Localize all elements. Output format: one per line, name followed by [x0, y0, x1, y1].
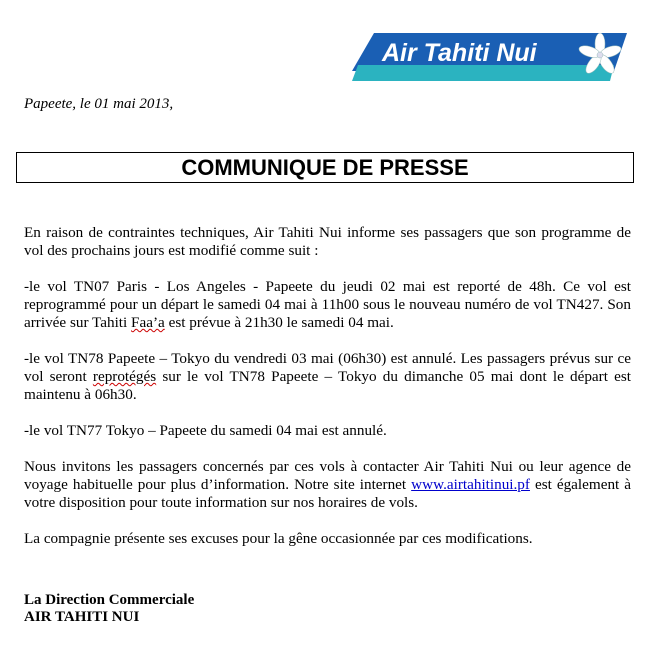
- press-body: [24, 224, 631, 566]
- signature-company: AIR TAHITI NUI: [24, 609, 140, 625]
- paragraph-contact: [24, 458, 631, 512]
- text: Faa’a: [131, 314, 165, 331]
- text: Nous invitons les passagers concernés par ces vols à contacter Air Tahiti Nui ou leur agence de voyage habituelle pour plus d’information. Notre site internet: [24, 458, 631, 493]
- signature-department: La Direction Commerciale: [24, 592, 195, 608]
- page-title: COMMUNIQUE DE PRESSE: [181, 155, 469, 180]
- text: est également à votre disposition pour toute information sur nos horaires de vols.: [24, 476, 632, 511]
- signature: [24, 592, 194, 626]
- paragraph-intro: En raison de contraintes techniques, Air Tahiti Nui informe ses passagers que son programme de vol des prochains jours est modifié comme suit :: [24, 224, 631, 259]
- text: -le vol TN78 Papeete – Tokyo du vendredi 03 mai (06h30) est annulé. Les passagers prévus sur ce vol seront: [24, 350, 631, 385]
- website-link[interactable]: www.airtahitinui.pf: [411, 476, 530, 493]
- text: reprotégés: [92, 368, 157, 385]
- text: est prévue à 21h30 le samedi 04 mai.: [164, 314, 394, 331]
- logo-text: Air Tahiti Nui: [382, 39, 537, 67]
- paragraph-tn07: [24, 278, 631, 332]
- text: -le vol TN07 Paris - Los Angeles - Papeete du jeudi 02 mai est reporté de 48h. Ce vol est reprogrammé pour un départ le samedi 04 mai à 11h00 sous le nouveau numéro de vol TN427. Son arrivée sur Tahiti: [24, 278, 631, 331]
- date-line: Papeete, le 01 mai 2013,: [24, 96, 174, 112]
- title-box: [16, 152, 634, 183]
- paragraph-tn78: [24, 350, 631, 404]
- paragraph-tn77: -le vol TN77 Tokyo – Papeete du samedi 04 mai est annulé.: [24, 422, 387, 439]
- text: sur le vol TN78 Papeete – Tokyo du dimanche 05 mai dont le départ est maintenu à 06h30.: [24, 368, 632, 403]
- air-tahiti-nui-logo: [352, 33, 627, 81]
- paragraph-apology: La compagnie présente ses excuses pour la gêne occasionnée par ces modifications.: [24, 530, 533, 547]
